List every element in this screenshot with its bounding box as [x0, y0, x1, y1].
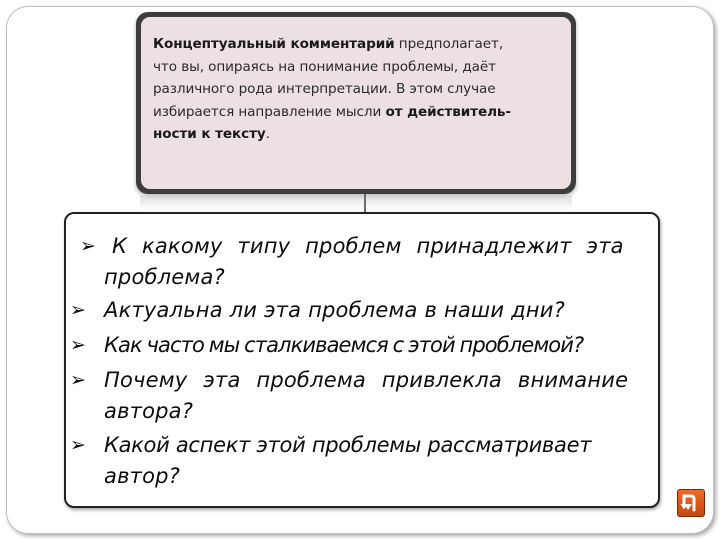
bullet-arrow-icon: ➢ — [80, 235, 96, 257]
comment-line-2: что вы, опираясь на понимание проблемы, даёт — [153, 58, 496, 75]
comment-direction-2: ности к тексту — [153, 126, 266, 142]
return-button[interactable] — [677, 489, 705, 517]
question-2-line-1: Актуальна ли эта проблема в наши дни? — [104, 298, 565, 322]
comment-direction-1: от действитель- — [385, 103, 511, 120]
comment-line-4: избирается направление мысли от действитель- — [153, 103, 511, 120]
comment-term: Концептуальный комментарий — [153, 36, 395, 52]
question-1-line-2: проблема? — [104, 265, 225, 289]
bullet-arrow-icon: ➢ — [70, 369, 86, 391]
question-4-line-2: автора? — [104, 399, 194, 423]
bullet-arrow-icon: ➢ — [70, 334, 86, 356]
concept-comment-box — [136, 12, 576, 194]
return-arrow-icon — [678, 490, 704, 516]
comment-line-5: ности к тексту. — [153, 126, 270, 142]
questions-box — [64, 212, 660, 508]
question-3-line-1: Как часто мы сталкиваемся с этой проблемой? — [104, 333, 584, 357]
bullet-arrow-icon: ➢ — [70, 299, 86, 321]
question-4-line-1: Почему эта проблема привлекла внимание — [104, 368, 629, 392]
bullet-arrow-icon: ➢ — [70, 434, 86, 456]
comment-line-1: Концептуальный комментарий предполагает, — [153, 36, 504, 52]
question-5-line-2: автор? — [104, 464, 181, 488]
concept-comment-text — [141, 17, 571, 189]
box-reflection — [140, 196, 572, 210]
connector-line — [364, 194, 366, 214]
question-1-line-1: К какому типу проблем принадлежит эта — [112, 234, 624, 258]
question-5-line-1: Какой аспект этой проблемы рассматривает — [104, 433, 592, 457]
comment-line-3: различного рода интерпретации. В этом случае — [153, 81, 496, 97]
